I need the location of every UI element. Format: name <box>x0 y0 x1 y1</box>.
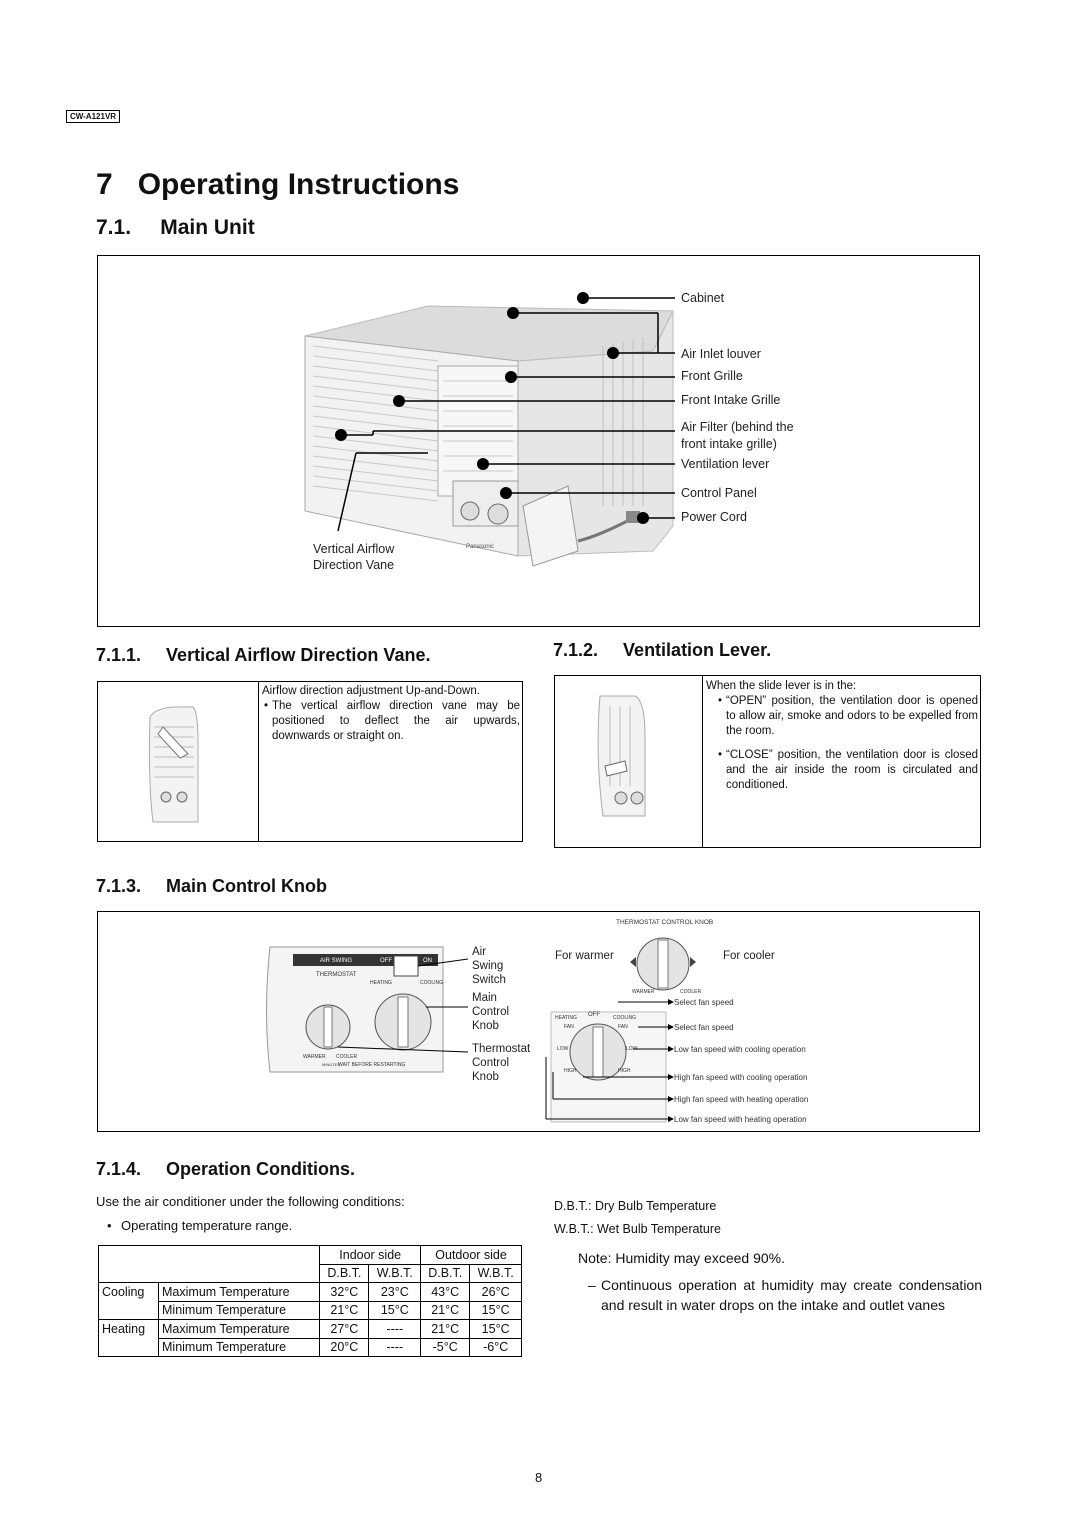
control-knob-figure <box>97 911 980 1132</box>
bullet-dot: • <box>717 749 723 761</box>
label-control-2: Control <box>472 1057 510 1069</box>
row-label: Minimum Temperature <box>159 1338 320 1357</box>
panel-wait: WAIT BEFORE RESTARTING <box>338 1062 406 1068</box>
fan-fan-right: FAN <box>618 1024 628 1030</box>
label-switch: Switch <box>472 974 506 986</box>
brand-text: Panasonic <box>466 544 495 550</box>
label-vertical-vane: Vertical Airflow <box>313 542 395 556</box>
humidity-note: Note: Humidity may exceed 90%. <box>578 1250 785 1266</box>
air-conditioner-illustration <box>98 256 981 628</box>
subheader-outdoor-dbt: D.B.T. <box>421 1264 470 1283</box>
label-main: Main <box>472 992 497 1004</box>
row-mode: Heating <box>99 1320 159 1339</box>
cell-value: 32°C <box>320 1283 369 1302</box>
label-air: Air <box>472 946 487 958</box>
cell-value: -6°C <box>470 1338 522 1357</box>
vane-image-cell <box>98 682 259 841</box>
label-for-warmer: For warmer <box>555 950 614 962</box>
conditions-table <box>98 1245 522 1357</box>
conditions-bullet-text: Operating temperature range. <box>121 1218 293 1233</box>
bullet-dot: • <box>263 700 269 712</box>
label-swing: Swing <box>472 960 504 972</box>
panel-air-swing: AIR SWING <box>320 958 353 964</box>
cell-value: 15°C <box>470 1301 522 1320</box>
page-number: 8 <box>535 1470 543 1485</box>
dash-mark: – <box>588 1277 596 1293</box>
fan-high-right: HIGH <box>618 1068 631 1074</box>
panel-heating: HEATING <box>370 980 392 986</box>
bullet-dot: • <box>107 1218 112 1233</box>
cell-value: 20°C <box>320 1338 369 1357</box>
ventilation-bullet-close <box>714 748 978 793</box>
fan-low-right: LOW <box>626 1046 638 1052</box>
row-label: Maximum Temperature <box>159 1320 320 1339</box>
fan-cooling: COOLING <box>613 1015 637 1021</box>
fan-label-6: Low fan speed with heating operation <box>674 1115 807 1124</box>
label-ventilation-lever: Ventilation lever <box>681 457 770 471</box>
label-for-cooler: For cooler <box>723 950 775 962</box>
heading-7-1-2: 7.1.2. Ventilation Lever. <box>553 640 772 660</box>
fan-label-4: High fan speed with cooling operation <box>674 1073 808 1082</box>
page-title: 7 Operating Instructions <box>96 168 460 201</box>
cell-value: 15°C <box>369 1301 421 1320</box>
ventilation-close-text: “CLOSE” position, the ventilation door is closed and the air inside the room is circulated and conditioned. <box>726 749 978 791</box>
vane-bullet-text: The vertical airflow direction vane may be positioned to deflect the air upwards, downwards or straight on. <box>272 700 520 742</box>
cell-value: 26°C <box>470 1283 522 1302</box>
ventilation-image-cell <box>555 676 703 847</box>
panel-thermostat: THERMOSTAT <box>316 972 357 978</box>
heading-7-1-3: 7.1.3. Main Control Knob <box>96 876 328 896</box>
label-power-cord: Power Cord <box>681 510 747 524</box>
panel-cooling: COOLING <box>420 980 444 986</box>
control-panel-illustration <box>98 912 981 1133</box>
subheader-indoor-dbt: D.B.T. <box>320 1264 369 1283</box>
label-air-filter-2: front intake grille) <box>681 437 777 451</box>
wbt-definition: W.B.T.: Wet Bulb Temperature <box>554 1222 721 1236</box>
cell-value: 27°C <box>320 1320 369 1339</box>
label-cabinet: Cabinet <box>681 291 725 305</box>
header-indoor: Indoor side <box>320 1246 421 1265</box>
row-mode <box>99 1338 159 1357</box>
heading-7-1-4: 7.1.4. Operation Conditions. <box>96 1159 356 1179</box>
vane-intro: Airflow direction adjustment Up-and-Down. <box>262 685 480 697</box>
vane-bullet <box>260 699 520 744</box>
panel-cooler: COOLER <box>336 1054 358 1060</box>
label-thermostat: Thermostat <box>472 1043 531 1055</box>
label-knob-2: Knob <box>472 1071 499 1083</box>
thermostat-knob-title: THERMOSTAT CONTROL KNOB <box>616 919 714 926</box>
knob-warmer: WARMER <box>632 989 655 995</box>
row-mode: Cooling <box>99 1283 159 1302</box>
cell-value: -5°C <box>421 1338 470 1357</box>
subheader-outdoor-wbt: W.B.T. <box>470 1264 522 1283</box>
cell-value: 21°C <box>320 1301 369 1320</box>
label-vertical-vane-2: Direction Vane <box>313 558 395 572</box>
cell-value: ---- <box>369 1338 421 1357</box>
fan-off: OFF <box>588 1012 600 1018</box>
fan-label-1: Select fan speed <box>674 998 734 1007</box>
ventilation-illustration <box>555 676 703 847</box>
label-front-grille: Front Grille <box>681 369 743 383</box>
table-subheader-row <box>99 1264 522 1283</box>
row-label: Minimum Temperature <box>159 1301 320 1320</box>
cell-value: 21°C <box>421 1320 470 1339</box>
fan-label-3: Low fan speed with cooling operation <box>674 1045 806 1054</box>
label-control: Control <box>472 1006 510 1018</box>
conditions-intro: Use the air conditioner under the following conditions: <box>96 1194 405 1209</box>
panel-warmer: WARMER <box>303 1054 326 1060</box>
table-header-row <box>99 1246 522 1265</box>
table-row <box>99 1301 522 1320</box>
vane-box <box>97 681 523 842</box>
cell-value: 15°C <box>470 1320 522 1339</box>
main-unit-figure <box>97 255 980 627</box>
label-front-intake-grille: Front Intake Grille <box>681 393 781 407</box>
section-heading: 7.1. Main Unit <box>96 216 255 239</box>
conditions-bullet <box>107 1218 292 1233</box>
panel-on: ON <box>423 958 432 964</box>
cell-value: 23°C <box>369 1283 421 1302</box>
header-outdoor: Outdoor side <box>421 1246 522 1265</box>
cell-value: ---- <box>369 1320 421 1339</box>
dash-note-text: Continuous operation at humidity may create condensation and result in water drops on the intake and outlet vanes <box>601 1277 982 1313</box>
subheader-indoor-wbt: W.B.T. <box>369 1264 421 1283</box>
cell-value: 43°C <box>421 1283 470 1302</box>
fan-high-left: HIGH <box>564 1068 577 1074</box>
ventilation-open-text: “OPEN” position, the ventilation door is opened to allow air, smoke and odors to be expelled from the room. <box>726 695 978 737</box>
vane-illustration <box>98 682 259 841</box>
label-knob: Knob <box>472 1020 499 1032</box>
bullet-dot: • <box>717 695 723 707</box>
fan-fan-left: FAN <box>564 1024 574 1030</box>
fan-label-5: High fan speed with heating operation <box>674 1095 809 1104</box>
label-control-panel: Control Panel <box>681 486 757 500</box>
table-row <box>99 1338 522 1357</box>
label-air-inlet-louver: Air Inlet louver <box>681 347 761 361</box>
table-blank-cell <box>99 1246 320 1265</box>
label-air-filter: Air Filter (behind the <box>681 420 794 434</box>
dash-note <box>588 1275 982 1315</box>
ventilation-intro: When the slide lever is in the: <box>706 680 857 692</box>
panel-off: OFF <box>380 958 392 964</box>
knob-cooler: COOLER <box>680 989 702 995</box>
model-tag: CW-A121VR <box>66 110 120 123</box>
table-row <box>99 1283 522 1302</box>
panel-minutes: MINUTES <box>322 1062 340 1067</box>
row-mode <box>99 1301 159 1320</box>
dbt-definition: D.B.T.: Dry Bulb Temperature <box>554 1199 717 1213</box>
ventilation-box <box>554 675 981 848</box>
table-row <box>99 1320 522 1339</box>
heading-7-1-1: 7.1.1. Vertical Airflow Direction Vane. <box>96 645 431 665</box>
ventilation-bullet-open <box>714 694 978 739</box>
fan-label-2: Select fan speed <box>674 1023 734 1032</box>
fan-low-left: LOW <box>557 1046 569 1052</box>
row-label: Maximum Temperature <box>159 1283 320 1302</box>
fan-heating: HEATING <box>555 1015 577 1021</box>
cell-value: 21°C <box>421 1301 470 1320</box>
table-blank-cell <box>99 1264 320 1283</box>
